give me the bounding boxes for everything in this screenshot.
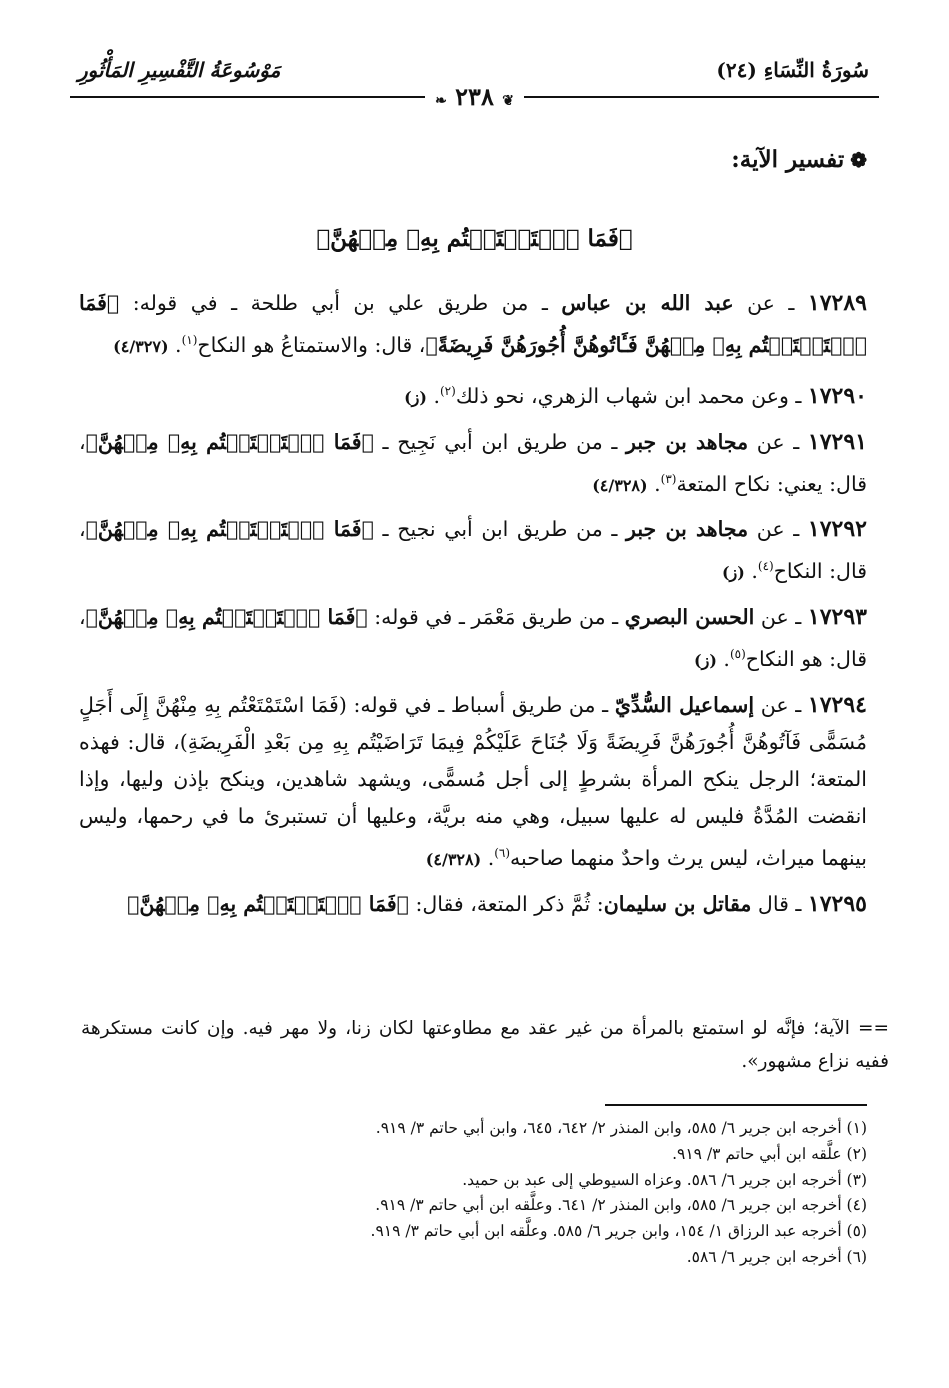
entry-number: ١٧٢٩٥	[807, 890, 867, 917]
entry-dash: ـ عن	[754, 605, 808, 630]
volume-reference: (ز)	[694, 651, 717, 671]
entry-text: .	[716, 647, 730, 672]
entry	[79, 511, 867, 591]
entry-dash: ـ عن	[748, 429, 808, 454]
entry-number: ١٧٢٩٤	[807, 692, 867, 719]
entry-dash: ـ عن	[748, 517, 808, 542]
volume-reference: (ز)	[404, 387, 427, 407]
entry-text: .	[744, 559, 758, 584]
footnote: (٦) أخرجه ابن جرير ٦/ ٥٨٦.	[686, 1247, 867, 1266]
entry-text: .	[426, 383, 440, 408]
page-number: ٢٣٨	[455, 82, 494, 111]
entry-dash: ـ عن	[733, 291, 808, 315]
section-title-text: تفسير الآية:	[731, 146, 845, 173]
note-continuation: == الآية؛ فإنَّه لو استمتع بالمرأة من غير عقد مع مطاوعتها لكان زنا، ولا مهر فيه. وإن كانت مستكرهة ففيه نزاع مشهور».	[81, 1018, 889, 1072]
entry	[79, 285, 867, 365]
entry-text: ـ من طريق علي بن أبي طلحة ـ في قوله:	[119, 291, 562, 315]
quran-quote: ﴿فَمَا ٱسۡتَمۡتَعۡتُم بِهِۦ مِنۡهُنَّ﴾	[85, 605, 368, 630]
footnote-marker[interactable]: (١)	[181, 333, 198, 347]
footnote: (٣) أخرجه ابن جرير ٦/ ٥٨٦. وعزاه السيوطي إلى عبد بن حميد.	[462, 1170, 867, 1189]
entry-text: ـ من طريق أسباط ـ في قوله:	[346, 693, 615, 718]
entry-number: ١٧٢٩٣	[807, 604, 867, 631]
volume-reference: (٤/٣٢٨)	[592, 475, 648, 495]
entry-text: ، قال: هو النكاح	[79, 605, 867, 672]
entry-text: .	[481, 845, 495, 870]
flower-icon: ❁	[850, 148, 867, 172]
quran-quote: ﴿فَمَا ٱسۡتَمۡتَعۡتُم بِهِۦ مِنۡهُنَّ﴾	[85, 429, 374, 454]
entry-text: ، قال: والاستمتاعُ هو النكاح	[197, 332, 426, 357]
quran-quote: ﴿فَمَا ٱسۡتَمۡتَعۡتُم بِهِۦ مِنۡهُنَّ فَـَٔاتُوهُنَّ أُجُورَهُنَّ فَرِيضَةً﴾	[79, 291, 867, 357]
ayah-heading: ﴿فَمَا ٱسۡتَمۡتَعۡتُم بِهِۦ مِنۡهُنَّ﴾	[316, 225, 633, 252]
entry-text: ـ من طريق مَعْمَر ـ في قوله:	[367, 605, 625, 630]
ornament-icon: ❧	[435, 93, 447, 109]
footnote-marker[interactable]: (٦)	[494, 846, 511, 861]
narrator-name: إسماعيل السُّدِّيّ	[614, 693, 755, 718]
volume-reference: (٤/٣٢٧)	[113, 336, 169, 356]
surah-header: سُورَةُ النِّسَاءِ (٢٤)	[716, 58, 869, 82]
footnote: (٥) أخرجه عبد الرزاق ١/ ١٥٤، وابن جرير ٦/ ٥٨٥. وعلَّقه ابن أبي حاتم ٣/ ٩١٩.	[370, 1222, 867, 1241]
footnote: (٤) أخرجه ابن جرير ٦/ ٥٨٥، وابن المنذر ٢/ ٦٤١. وعلَّقه ابن أبي حاتم ٣/ ٩١٩.	[375, 1196, 867, 1215]
entry-text: : ثُمَّ ذكر المتعة، فقال:	[408, 891, 604, 916]
entry-text: ، قال: يعني: نكاح المتعة	[79, 429, 867, 496]
section-title	[731, 146, 867, 173]
narrator-name: مجاهد بن جبر	[626, 429, 749, 454]
entry	[79, 599, 867, 679]
entry-number: ١٧٢٩١	[807, 428, 867, 455]
ornament-icon: ❦	[502, 93, 514, 109]
quran-quote: (فَمَا اسْتَمْتَعْتُم بِهِ مِنْهُنَّ إِلَى أَجَلٍ مُسَمًّى فَآتُوهُنَّ أُجُورَهُنَّ فَرِيضَةً وَلَا جُنَاحَ عَلَيْكُمْ فِيمَا تَرَاضَيْتُم بِهِ مِن بَعْدِ الْفَرِيضَةِ)	[79, 693, 867, 755]
entry-number: ١٧٢٩٠	[807, 382, 867, 409]
entry-text: ـ من طريق ابن أبي نَجِيح ـ	[373, 429, 627, 454]
volume-reference: (ز)	[721, 563, 745, 583]
volume-reference: (٤/٣٢٨)	[425, 849, 482, 869]
entry-text: .	[647, 471, 661, 496]
entry-number: ١٧٢٩٢	[807, 516, 867, 543]
entry-text: ـ وعن محمد ابن شهاب الزهري، نحو ذلك	[455, 383, 808, 408]
entry	[79, 424, 867, 504]
entry-text: ـ من طريق ابن أبي نجيح ـ	[373, 517, 627, 542]
entry-text: .	[168, 332, 182, 357]
narrator-name: مقاتل بن سليمان	[603, 891, 752, 916]
entries	[79, 285, 867, 931]
book-title-header: مَوْسُوعَةُ التَّفْسِيرِ المَأْثُورِ	[78, 58, 281, 82]
entry-number: ١٧٢٨٩	[807, 290, 867, 316]
entry	[79, 687, 867, 878]
quran-quote: ﴿فَمَا ٱسۡتَمۡتَعۡتُم بِهِۦ مِنۡهُنَّ﴾	[127, 891, 409, 916]
narrator-name: الحسن البصري	[624, 605, 755, 630]
footnote: (٢) علَّقه ابن أبي حاتم ٣/ ٩١٩.	[672, 1144, 867, 1163]
entry	[79, 373, 867, 416]
footnote: (١) أخرجه ابن جرير ٦/ ٥٨٥، وابن المنذر ٢/ ٦٤٢، ٦٤٥، وابن أبي حاتم ٣/ ٩١٩.	[375, 1119, 867, 1137]
entry	[79, 886, 867, 923]
quran-quote: ﴿فَمَا ٱسۡتَمۡتَعۡتُم بِهِۦ مِنۡهُنَّ﴾	[85, 517, 374, 542]
page-number-row	[0, 82, 949, 111]
narrator-name: مجاهد بن جبر	[626, 517, 749, 542]
entry-dash: ـ عن	[754, 693, 808, 718]
entry-text: ، قال: فهذه المتعة؛ الرجل ينكح المرأة بشرطٍ إلى أجل مُسمًّى، ويشهد شاهدين، وينكح بإذن وليها، وإذا انقضت المُدَّةُ فليس له عليها سبيل، وهي منه بريَّة، وعليها أن تستبرئ ما في رحمها، وليس بينهما ميراث، ليس يرث واحدٌ منهما صاحبه	[79, 730, 867, 870]
page-number-box	[425, 82, 524, 111]
footnote-marker[interactable]: (٤)	[757, 559, 774, 574]
entry-text: ، قال: النكاح	[79, 517, 867, 584]
entry-dash: ـ قال	[751, 891, 808, 916]
narrator-name: عبد الله بن عباس	[561, 291, 734, 315]
footnote-marker[interactable]: (٥)	[729, 647, 746, 662]
footnotes	[79, 1116, 867, 1271]
footnote-marker[interactable]: (٢)	[439, 383, 456, 398]
footnote-marker[interactable]: (٣)	[660, 471, 677, 486]
footnote-rule	[605, 1104, 867, 1106]
